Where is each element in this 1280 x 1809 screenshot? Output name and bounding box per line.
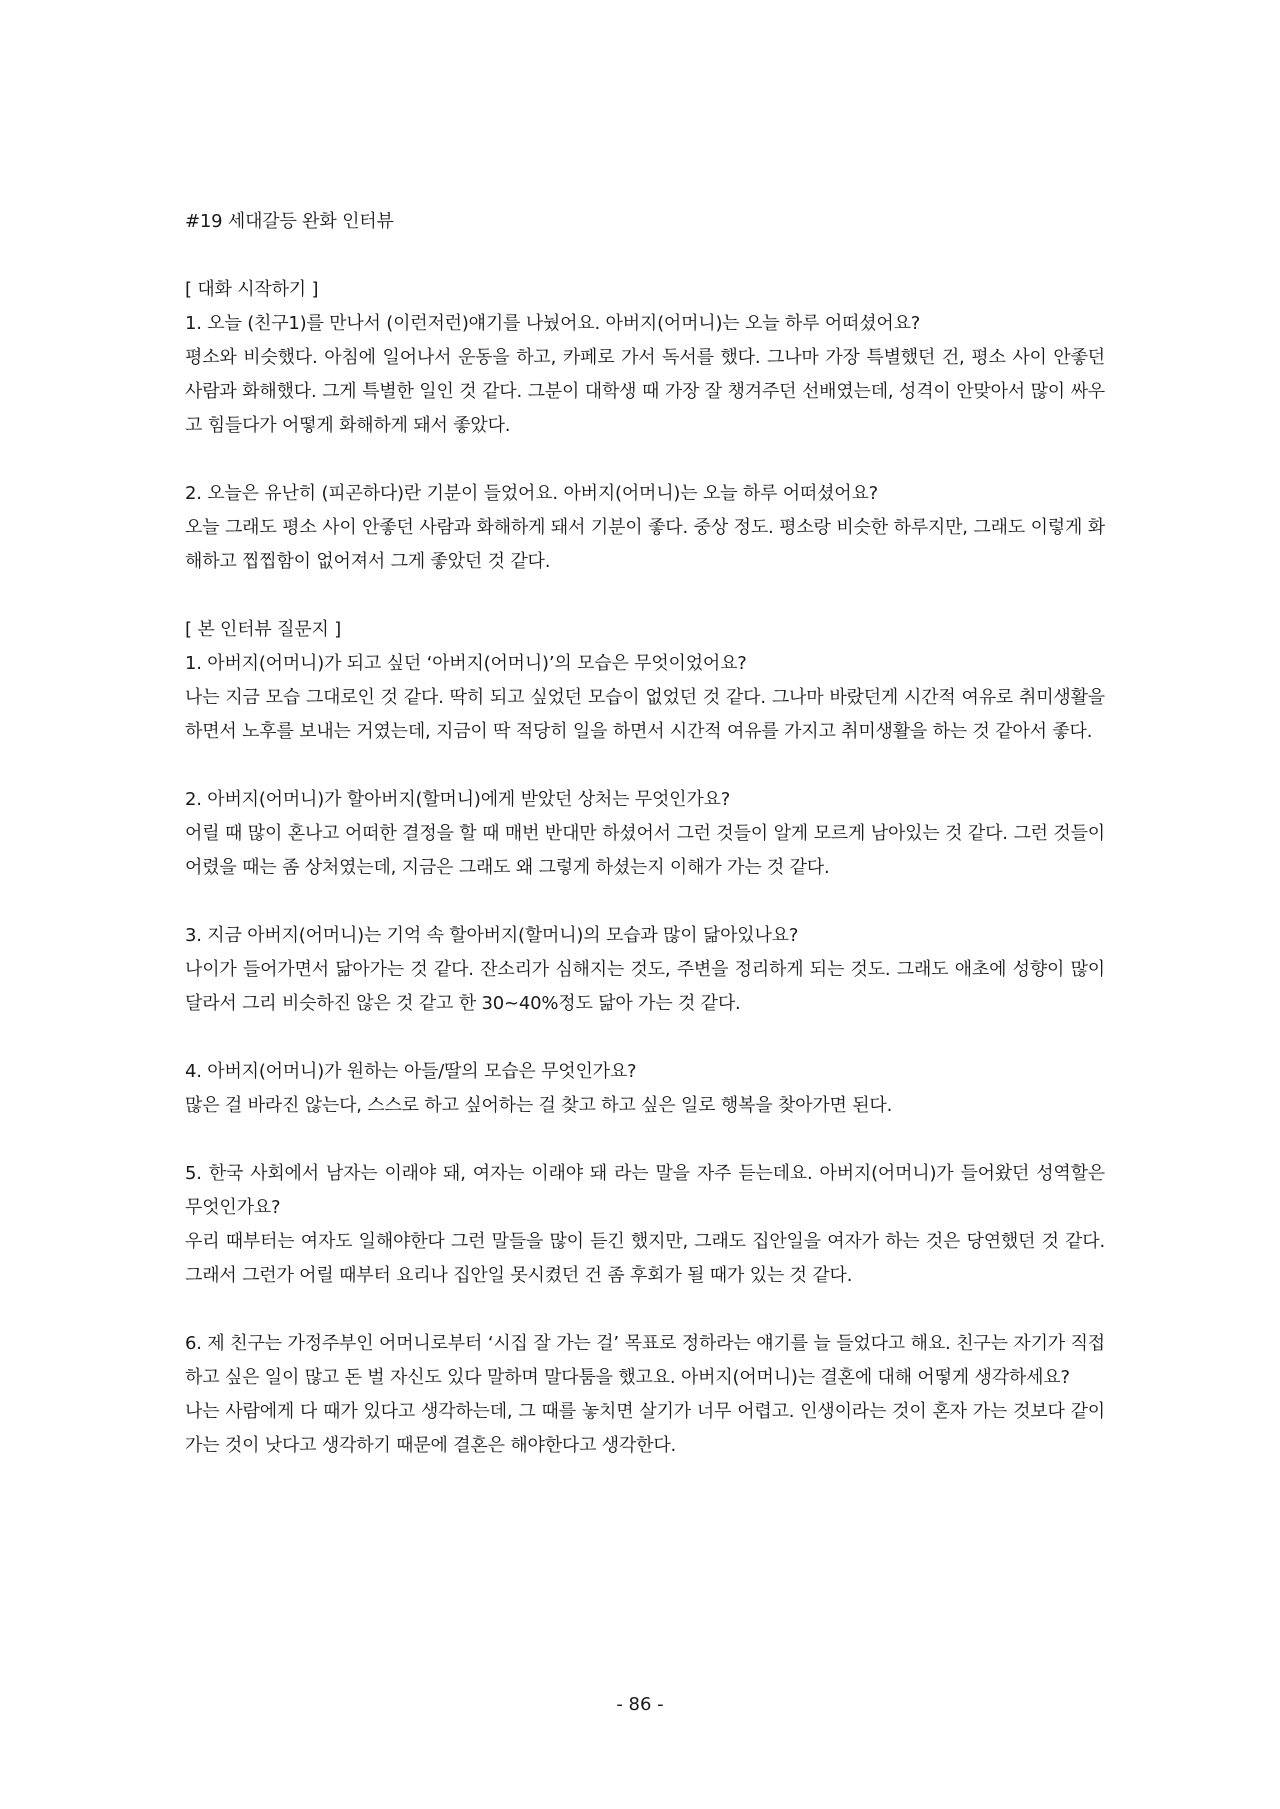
qa-item [185,1327,1105,1463]
section-header: [ 본 인터뷰 질문지 ] [185,619,342,640]
answer: 나는 사람에게 다 때가 있다고 생각하는데, 그 때를 놓치면 살기가 너무 어렵고. 인생이라는 것이 혼자 가는 것보다 같이 가는 것이 낫다고 생각하기 때문에 결혼은 해야한다고 생각한다. [185,1401,1105,1456]
question: 3. 지금 아버지(어머니)는 기억 속 할아버지(할머니)의 모습과 많이 닮아있나요? [185,925,799,946]
qa-item [185,307,1105,443]
question: 6. 제 친구는 가정주부인 어머니로부터 ‘시집 잘 가는 걸’ 목표로 정하라는 얘기를 늘 들었다고 해요. 친구는 자기가 직접 하고 싶은 일이 많고 돈 벌 자신도 있다 말하며 말다툼을 했고요. 아버지(어머니)는 결혼에 대해 어떻게 생각하세요? [185,1333,1105,1388]
section-conversation-start [185,273,1105,579]
answer: 나이가 들어가면서 닮아가는 것 같다. 잔소리가 심해지는 것도, 주변을 정리하게 되는 것도. 그래도 애초에 성향이 많이 달라서 그리 비슷하진 않은 것 같고 한 30~40%정도 닮아 가는 것 같다. [185,959,1105,1014]
question: 1. 아버지(어머니)가 되고 싶던 ‘아버지(어머니)’의 모습은 무엇이었어요? [185,653,747,674]
spacer [185,239,1105,273]
section-header: [ 대화 시작하기 ] [185,279,319,300]
document-title: #19 세대갈등 완화 인터뷰 [185,211,394,232]
qa-item [185,1055,1105,1123]
qa-item [185,1157,1105,1293]
question: 4. 아버지(어머니)가 원하는 아들/딸의 모습은 무엇인가요? [185,1061,637,1082]
answer: 평소와 비슷했다. 아침에 일어나서 운동을 하고, 카페로 가서 독서를 했다. 그나마 가장 특별했던 건, 평소 사이 안좋던 사람과 화해했다. 그게 특별한 일인 것 같다. 그분이 대학생 때 가장 잘 챙겨주던 선배였는데, 성격이 안맞아서 많이 싸우고 힘들다가 어떻게 화해하게 돼서 좋았다. [185,347,1105,436]
qa-item [185,647,1105,749]
document-body [185,205,1105,1463]
answer: 많은 걸 바라진 않는다, 스스로 하고 싶어하는 걸 찾고 하고 싶은 일로 행복을 찾아가면 된다. [185,1095,893,1116]
answer: 어릴 때 많이 혼나고 어떠한 결정을 할 때 매번 반대만 하셨어서 그런 것들이 알게 모르게 남아있는 것 같다. 그런 것들이 어렸을 때는 좀 상처였는데, 지금은 그래도 왜 그렇게 하셨는지 이해가 가는 것 같다. [185,823,1105,878]
answer: 우리 때부터는 여자도 일해야한다 그런 말들을 많이 듣긴 했지만, 그래도 집안일을 여자가 하는 것은 당연했던 것 같다. 그래서 그런가 어릴 때부터 요리나 집안일 못시켰던 건 좀 후회가 될 때가 있는 것 같다. [185,1231,1105,1286]
question: 2. 오늘은 유난히 (피곤하다)란 기분이 들었어요. 아버지(어머니)는 오늘 하루 어떠셨어요? [185,483,879,504]
answer: 오늘 그래도 평소 사이 안좋던 사람과 화해하게 돼서 기분이 좋다. 중상 정도. 평소랑 비슷한 하루지만, 그래도 이렇게 화해하고 찝찝함이 없어져서 그게 좋았던 것 같다. [185,517,1105,572]
answer: 나는 지금 모습 그대로인 것 같다. 딱히 되고 싶었던 모습이 없었던 것 같다. 그나마 바랐던게 시간적 여유로 취미생활을 하면서 노후를 보내는 거였는데, 지금이 딱 적당히 일을 하면서 시간적 여유를 가지고 취미생활을 하는 것 같아서 좋다. [185,687,1105,742]
question: 5. 한국 사회에서 남자는 이래야 돼, 여자는 이래야 돼 라는 말을 자주 듣는데요. 아버지(어머니)가 들어왔던 성역할은 무엇인가요? [185,1163,1105,1218]
qa-item [185,919,1105,1021]
qa-item [185,783,1105,885]
question: 1. 오늘 (친구1)를 만나서 (이런저런)얘기를 나눴어요. 아버지(어머니)는 오늘 하루 어떠셨어요? [185,313,921,334]
page-number: - 86 - [616,1694,664,1715]
section-main-interview [185,613,1105,1463]
question: 2. 아버지(어머니)가 할아버지(할머니)에게 받았던 상처는 무엇인가요? [185,789,731,810]
qa-item [185,477,1105,579]
